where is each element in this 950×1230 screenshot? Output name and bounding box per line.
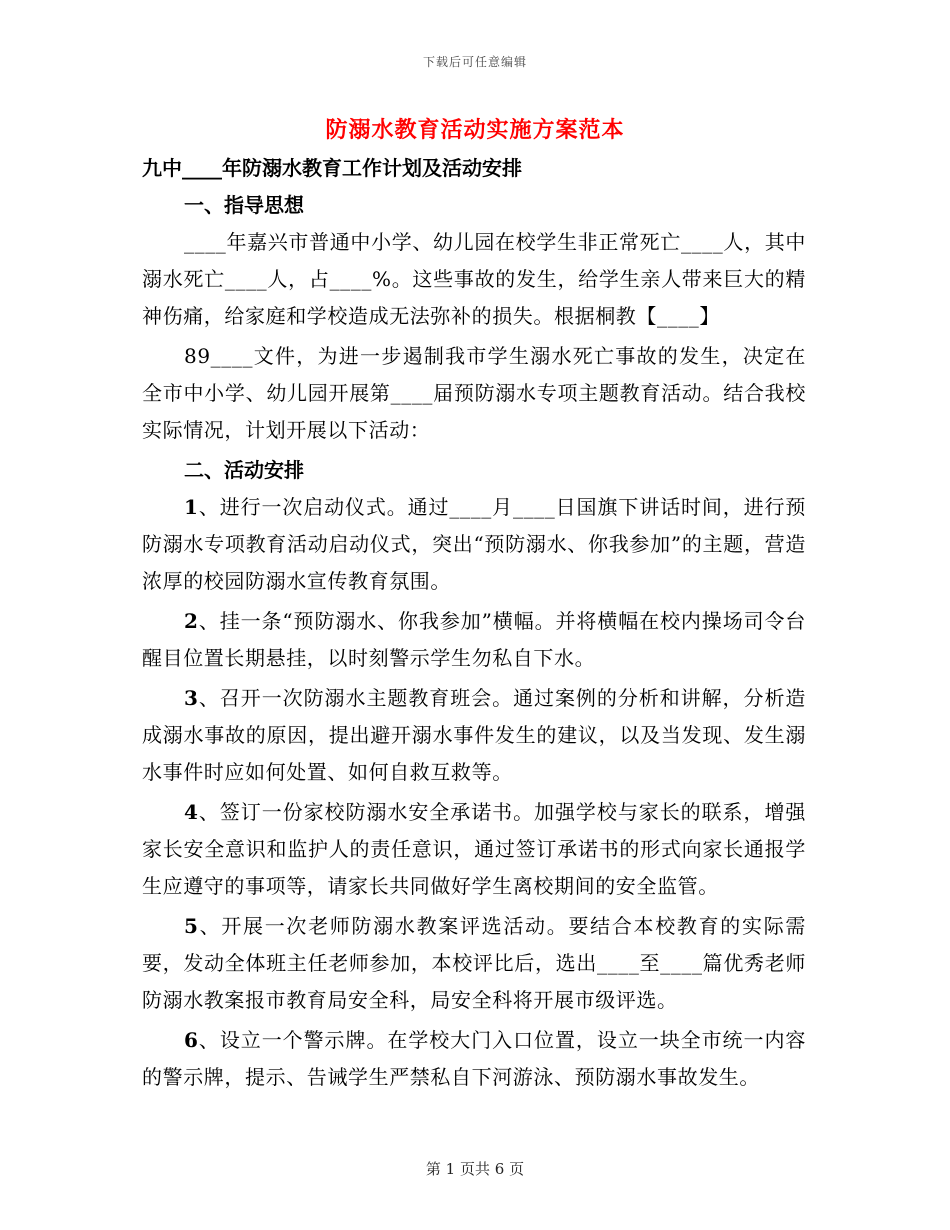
list-item-number: 4: [184, 800, 199, 824]
section-heading-activity-arrangement: 二、活动安排: [184, 458, 304, 482]
section-heading-guiding-ideology: 一、指导思想: [184, 193, 304, 217]
list-item-number: 3: [184, 686, 199, 710]
list-item-number: 5: [184, 914, 199, 938]
list-item: [142, 603, 806, 677]
document-title: 防溺水教育活动实施方案范本: [325, 117, 625, 143]
list-item: [142, 794, 806, 905]
document-subtitle: 九中____年防溺水教育工作计划及活动安排: [142, 156, 522, 180]
list-item-number: 6: [184, 1028, 199, 1052]
list-item-text: 、进行一次启动仪式。通过____月____日国旗下讲话时间，进行预防溺水专项教育活动启动仪式，突出“预防溺水、你我参加”的主题，营造浓厚的校园防溺水宣传教育氛围。: [142, 495, 806, 593]
list-item: [142, 1022, 806, 1096]
paragraph: 89____文件，为进一步遏制我市学生溺水死亡事故的发生，决定在全市中小学、幼儿园开展第____届预防溺水专项主题教育活动。结合我校实际情况，计划开展以下活动：: [142, 344, 806, 442]
list-item: [142, 680, 806, 791]
list-item-text: 、设立一个警示牌。在学校大门入口位置，设立一块全市统一内容的警示牌，提示、告诫学生严禁私自下河游泳、预防溺水事故发生。: [142, 1028, 806, 1089]
document-body: [142, 150, 806, 1099]
header-note: 下载后可任意编辑: [422, 55, 527, 69]
paragraph: ____年嘉兴市普通中小学、幼儿园在校学生非正常死亡____人，其中溺水死亡____人，占____%。这些事故的发生，给学生亲人带来巨大的精神伤痛，给家庭和学校造成无法弥补的损失。根据桐教【____】: [142, 230, 806, 328]
list-item: [142, 489, 806, 600]
list-item-text: 、开展一次老师防溺水教案评选活动。要结合本校教育的实际需要，发动全体班主任老师参加，本校评比后，选出____至____篇优秀老师防溺水教案报市教育局安全科，局安全科将开展市级评选。: [142, 914, 806, 1012]
list-item-text: 、签订一份家校防溺水安全承诺书。加强学校与家长的联系，增强家长安全意识和监护人的责任意识，通过签订承诺书的形式向家长通报学生应遵守的事项等，请家长共同做好学生离校期间的安全监管。: [142, 800, 806, 898]
list-item-number: 2: [184, 609, 199, 633]
list-item-text: 、挂一条“预防溺水、你我参加”横幅。并将横幅在校内操场司令台醒目位置长期悬挂，以时刻警示学生勿私自下水。: [142, 609, 806, 670]
list-item-text: 、召开一次防溺水主题教育班会。通过案例的分析和讲解，分析造成溺水事故的原因，提出避开溺水事件发生的建议，以及当发现、发生溺水事件时应如何处置、如何自救互救等。: [142, 686, 806, 784]
list-item-number: 1: [184, 495, 199, 519]
list-item: [142, 908, 806, 1019]
page-number-footer: 第 1 页共 6 页: [425, 1160, 525, 1178]
